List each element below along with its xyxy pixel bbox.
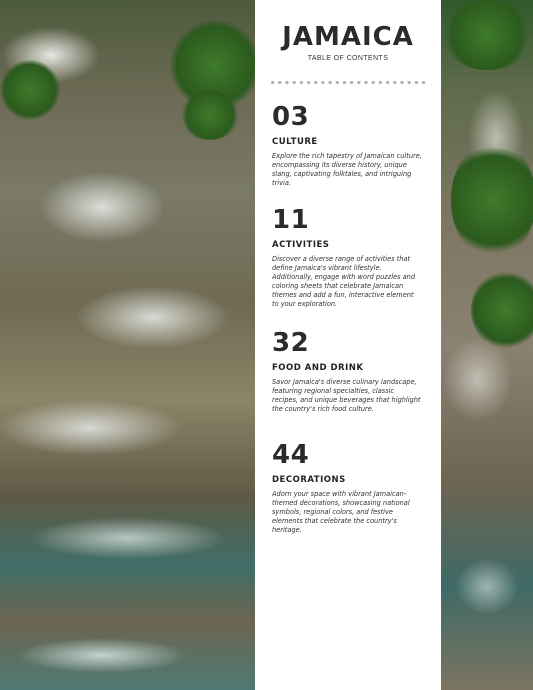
foliage-decoration xyxy=(451,140,533,260)
foliage-decoration xyxy=(180,90,240,140)
toc-page-number: 11 xyxy=(272,205,310,235)
waterfall-photo-right xyxy=(441,0,533,690)
foliage-decoration xyxy=(441,0,533,70)
table-of-contents-panel xyxy=(255,0,441,690)
toc-heading: ACTIVITIES xyxy=(272,240,330,250)
toc-heading: FOOD AND DRINK xyxy=(272,363,364,373)
toc-entry-decorations xyxy=(272,441,422,535)
toc-entry-culture xyxy=(272,103,422,188)
foliage-decoration xyxy=(471,270,533,350)
toc-heading: DECORATIONS xyxy=(272,475,346,485)
dotted-divider xyxy=(269,80,427,85)
toc-page-number: 03 xyxy=(272,102,310,132)
waterfall-photo-left xyxy=(0,0,255,690)
toc-page-number: 44 xyxy=(272,440,310,470)
toc-entry-food-and-drink xyxy=(272,329,422,414)
toc-page-number: 32 xyxy=(272,328,310,358)
toc-description: Discover a diverse range of activities that define Jamaica's vibrant lifestyle. Additionally, engage with word puzzles and coloring sheets that celebrate Jamaican themes and add a fun, interactive element to your exploration. xyxy=(272,255,416,309)
toc-entry-activities xyxy=(272,206,422,310)
toc-description: Savor Jamaica's diverse culinary landscape, featuring regional specialties, classic recipes, and unique beverages that highlight the country's rich food culture. xyxy=(272,378,421,414)
toc-heading: CULTURE xyxy=(272,137,318,147)
toc-description: Adorn your space with vibrant Jamaican-themed decorations, showcasing national symbols, regional colors, and festive elements that celebrate the country's heritage. xyxy=(272,490,410,535)
document-subtitle: TABLE OF CONTENTS xyxy=(307,55,389,62)
document-title: JAMAICA xyxy=(282,22,414,52)
foliage-decoration xyxy=(0,60,60,120)
toc-description: Explore the rich tapestry of Jamaican culture, encompassing its diverse history, unique slang, captivating folktales, and intriguing trivia. xyxy=(272,152,422,188)
